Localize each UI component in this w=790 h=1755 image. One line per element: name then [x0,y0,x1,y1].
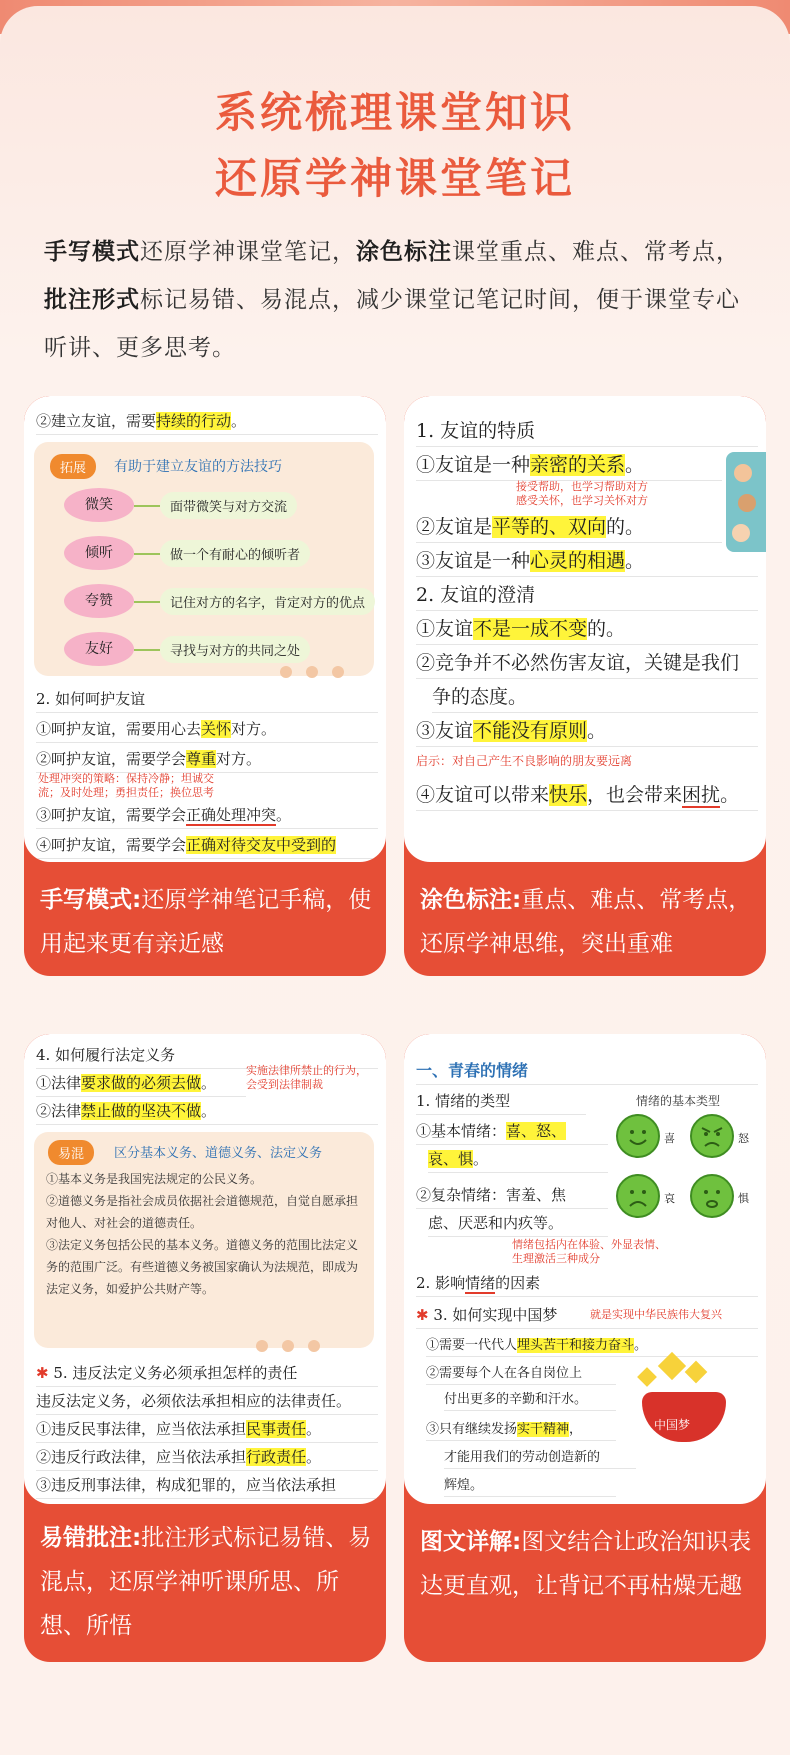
note4-line-k1-cont: 哀、惧。 [428,1148,608,1173]
note3-heading-5: ✱ 5. 违反法定义务必须承担怎样的责任 [36,1362,378,1387]
note4-line-k2-cont: 虑、厌恶和内疚等。 [428,1212,608,1237]
note2-heading-2: 2. 友谊的澄清 [416,580,758,611]
note1-connector-4 [134,649,160,651]
note3-heading-1: 4. 如何履行法定义务 [36,1044,378,1069]
intro-text-2: 课堂重点、难点、常考点， [452,239,740,265]
note3-line-y2: ②违反行政法律，应当依法承担行政责任。 [36,1446,378,1471]
note3-box-item-1: ①基本义务是我国宪法规定的公民义务。 [46,1172,263,1186]
card3-caption: 易错批注:批注形式标记易错、易混点，还原学神听课所思、所想、所悟 [40,1525,372,1639]
note3-line-y1: ①违反民事法律，应当依法承担民事责任。 [36,1418,378,1443]
emotion-fear-icon [690,1174,734,1218]
emotion-happy-icon [616,1114,660,1158]
feature-card-handwriting [24,396,386,976]
emotion-sad-icon [616,1174,660,1218]
emotion-fear-label: 惧 [738,1192,749,1205]
note4-line-k2: ②复杂情绪：害羞、焦 [416,1184,608,1209]
note4-heading-2: 2. 影响情绪的因素 [416,1272,758,1297]
note1-method-3: 夸赞 [64,584,134,618]
emotion-angry-label: 怒 [738,1132,749,1145]
emotion-sad-label: 哀 [664,1192,675,1205]
card1-caption: 手写模式:还原学神笔记手稿，使用起来更有亲近感 [40,887,372,957]
note4-line-z2-cont: 付出更多的辛勤和汗水。 [444,1388,616,1411]
note4-line-z3-end: 辉煌。 [444,1474,616,1497]
note4-red-annotation-1: 情绪包括内在体验、外显表情、 生理激活三种成分 [512,1238,666,1265]
card2-caption: 涂色标注:重点、难点、常考点，还原学神思维，突出重难 [420,887,752,957]
note3-box-item-3: ③法定义务包括公民的基本义务。道德义务的范围比法定义务的范围广泛。有些道德义务被国家确认为法规范，即成为法定义务，如爱护公共财产等。 [46,1238,359,1296]
note3-box-title: 区分基本义务、道德义务、法定义务 [114,1146,323,1161]
note4-line-k1: ①基本情绪：喜、怒、 [416,1120,608,1145]
note4-heading-0: 一、青春的情绪 [416,1058,758,1085]
feature-card-illustrated [404,1034,766,1662]
note4-line-z3-cont: 才能用我们的劳动创造新的 [444,1446,636,1469]
card4-caption: 图文详解:图文结合让政治知识表达更直观，让背记不再枯燥无趣 [420,1529,752,1599]
note3-line-1: ①法律要求做的必须去做。 [36,1072,246,1097]
note4-heading-3: ✱ 3. 如何实现中国梦 [416,1304,758,1329]
star-icon [637,1367,657,1387]
note-sample-1 [24,396,386,862]
note1-box-title: 有助于建立友谊的方法技巧 [114,459,282,475]
note1-line-1: ②建立友谊，需要持续的行动。 [36,410,378,435]
page-title-line1: 系统梳理课堂知识 [214,88,575,137]
note1-dot [332,666,344,678]
note1-line-p1: ①呵护友谊，需要用心去关怀对方。 [36,718,378,743]
note3-box-body [46,1168,362,1300]
note2-line-b4: ④友谊可以带来快乐，也会带来困扰。 [416,780,758,811]
intro-text-3: 标记易错、易混点，减少课堂记笔记时间，便于课堂专心听讲、更多思考。 [44,287,740,361]
note-sample-2 [404,396,766,862]
note1-method-1-desc: 面带微笑与对方交流 [160,492,297,519]
note2-line-b2-cont: 争的态度。 [432,682,758,713]
china-dream-pot-illustration [636,1356,734,1444]
note1-tag: 拓展 [50,454,96,479]
intro-bold-3: 批注形式 [44,287,140,313]
note1-method-4: 友好 [64,632,134,666]
note4-red-annotation-2: 就是实现中华民族伟大复兴 [590,1308,722,1321]
pot-label: 中国梦 [654,1418,691,1432]
page-title-line2: 还原学神课堂笔记 [214,154,575,203]
note4-line-z2: ②需要每个人在各自岗位上 [426,1362,616,1385]
note1-connector-3 [134,601,160,603]
note1-red-annotation: 处理冲突的策略：保持冷静；坦诚交 流；及时处理；勇担责任；换位思考 [38,772,214,799]
note2-heading-1: 1. 友谊的特质 [416,416,758,447]
note1-section-2: 2. 如何呵护友谊 [36,688,378,713]
note2-red-annotation-1: 接受帮助，也学习帮助对方 感受关怀，也学习关怀对方 [516,480,648,507]
note1-method-3-desc: 记住对方的名字，肯定对方的优点 [160,588,375,615]
note2-red-annotation-2: 启示：对自己产生不良影响的朋友要远离 [416,754,633,768]
note2-line-a3: ③友谊是一种心灵的相遇。 [416,546,758,577]
star-icon [658,1352,686,1380]
note1-dot [280,666,292,678]
intro-bold-1: 手写模式 [44,239,140,265]
note4-line-z3: ③只有继续发扬实干精神， [426,1418,616,1441]
friends-illustration [726,452,766,552]
note3-dot [308,1340,320,1352]
note2-line-a2: ②友谊是平等的、双向的。 [416,512,722,543]
note3-box-item-2: ②道德义务是指社会成员依据社会道德规范，自觉自愿承担对他人、对社会的道德责任。 [46,1194,359,1230]
note1-method-1: 微笑 [64,488,134,522]
intro-bold-2: 涂色标注 [356,239,452,265]
note-sample-3 [24,1034,386,1504]
note2-line-b1: ①友谊不是一成不变的。 [416,614,758,645]
note1-line-p4: ④呵护友谊，需要学会正确对待交友中受到的 [36,834,378,859]
note3-line-y0: 违反法定义务，必须依法承担相应的法律责任。 [36,1390,378,1415]
intro-text-1: 还原学神课堂笔记， [140,239,356,265]
feature-card-error-annotation [24,1034,386,1662]
note2-line-b3: ③友谊不能没有原则。 [416,716,758,747]
note1-connector-1 [134,505,160,507]
note-sample-4 [404,1034,766,1504]
note1-line-p3: ③呵护友谊，需要学会正确处理冲突。 [36,804,378,829]
note3-line-2: ②法律禁止做的坚决不做。 [36,1100,378,1125]
note1-line-p2: ②呵护友谊，需要学会尊重对方。 [36,748,378,773]
note3-dot [256,1340,268,1352]
feature-card-color-mark [404,396,766,976]
note2-line-a1: ①友谊是一种亲密的关系。 [416,450,722,481]
star-icon [685,1361,708,1384]
note3-dot [282,1340,294,1352]
note4-line-z1: ①需要一代代人埋头苦干和接力奋斗。 [426,1334,758,1357]
intro-paragraph [44,228,750,372]
note1-method-4-desc: 寻找与对方的共同之处 [160,636,310,663]
note3-line-y3: ③违反刑事法律，构成犯罪的，应当依法承担 [36,1474,378,1499]
emotion-angry-icon [690,1114,734,1158]
note1-method-2-desc: 做一个有耐心的倾听者 [160,540,310,567]
note3-red-annotation: 实施法律所禁止的行为， 会受到法律制裁 [246,1064,367,1091]
emotion-chart-title: 情绪的基本类型 [636,1094,721,1108]
emotion-happy-label: 喜 [664,1132,675,1145]
note4-heading-1: 1. 情绪的类型 [416,1090,586,1115]
note1-dot [306,666,318,678]
note1-method-2: 倾听 [64,536,134,570]
note1-connector-2 [134,553,160,555]
note3-tag: 易混 [48,1140,94,1165]
note2-line-b2: ②竞争并不必然伤害友谊，关键是我们 [416,648,758,679]
